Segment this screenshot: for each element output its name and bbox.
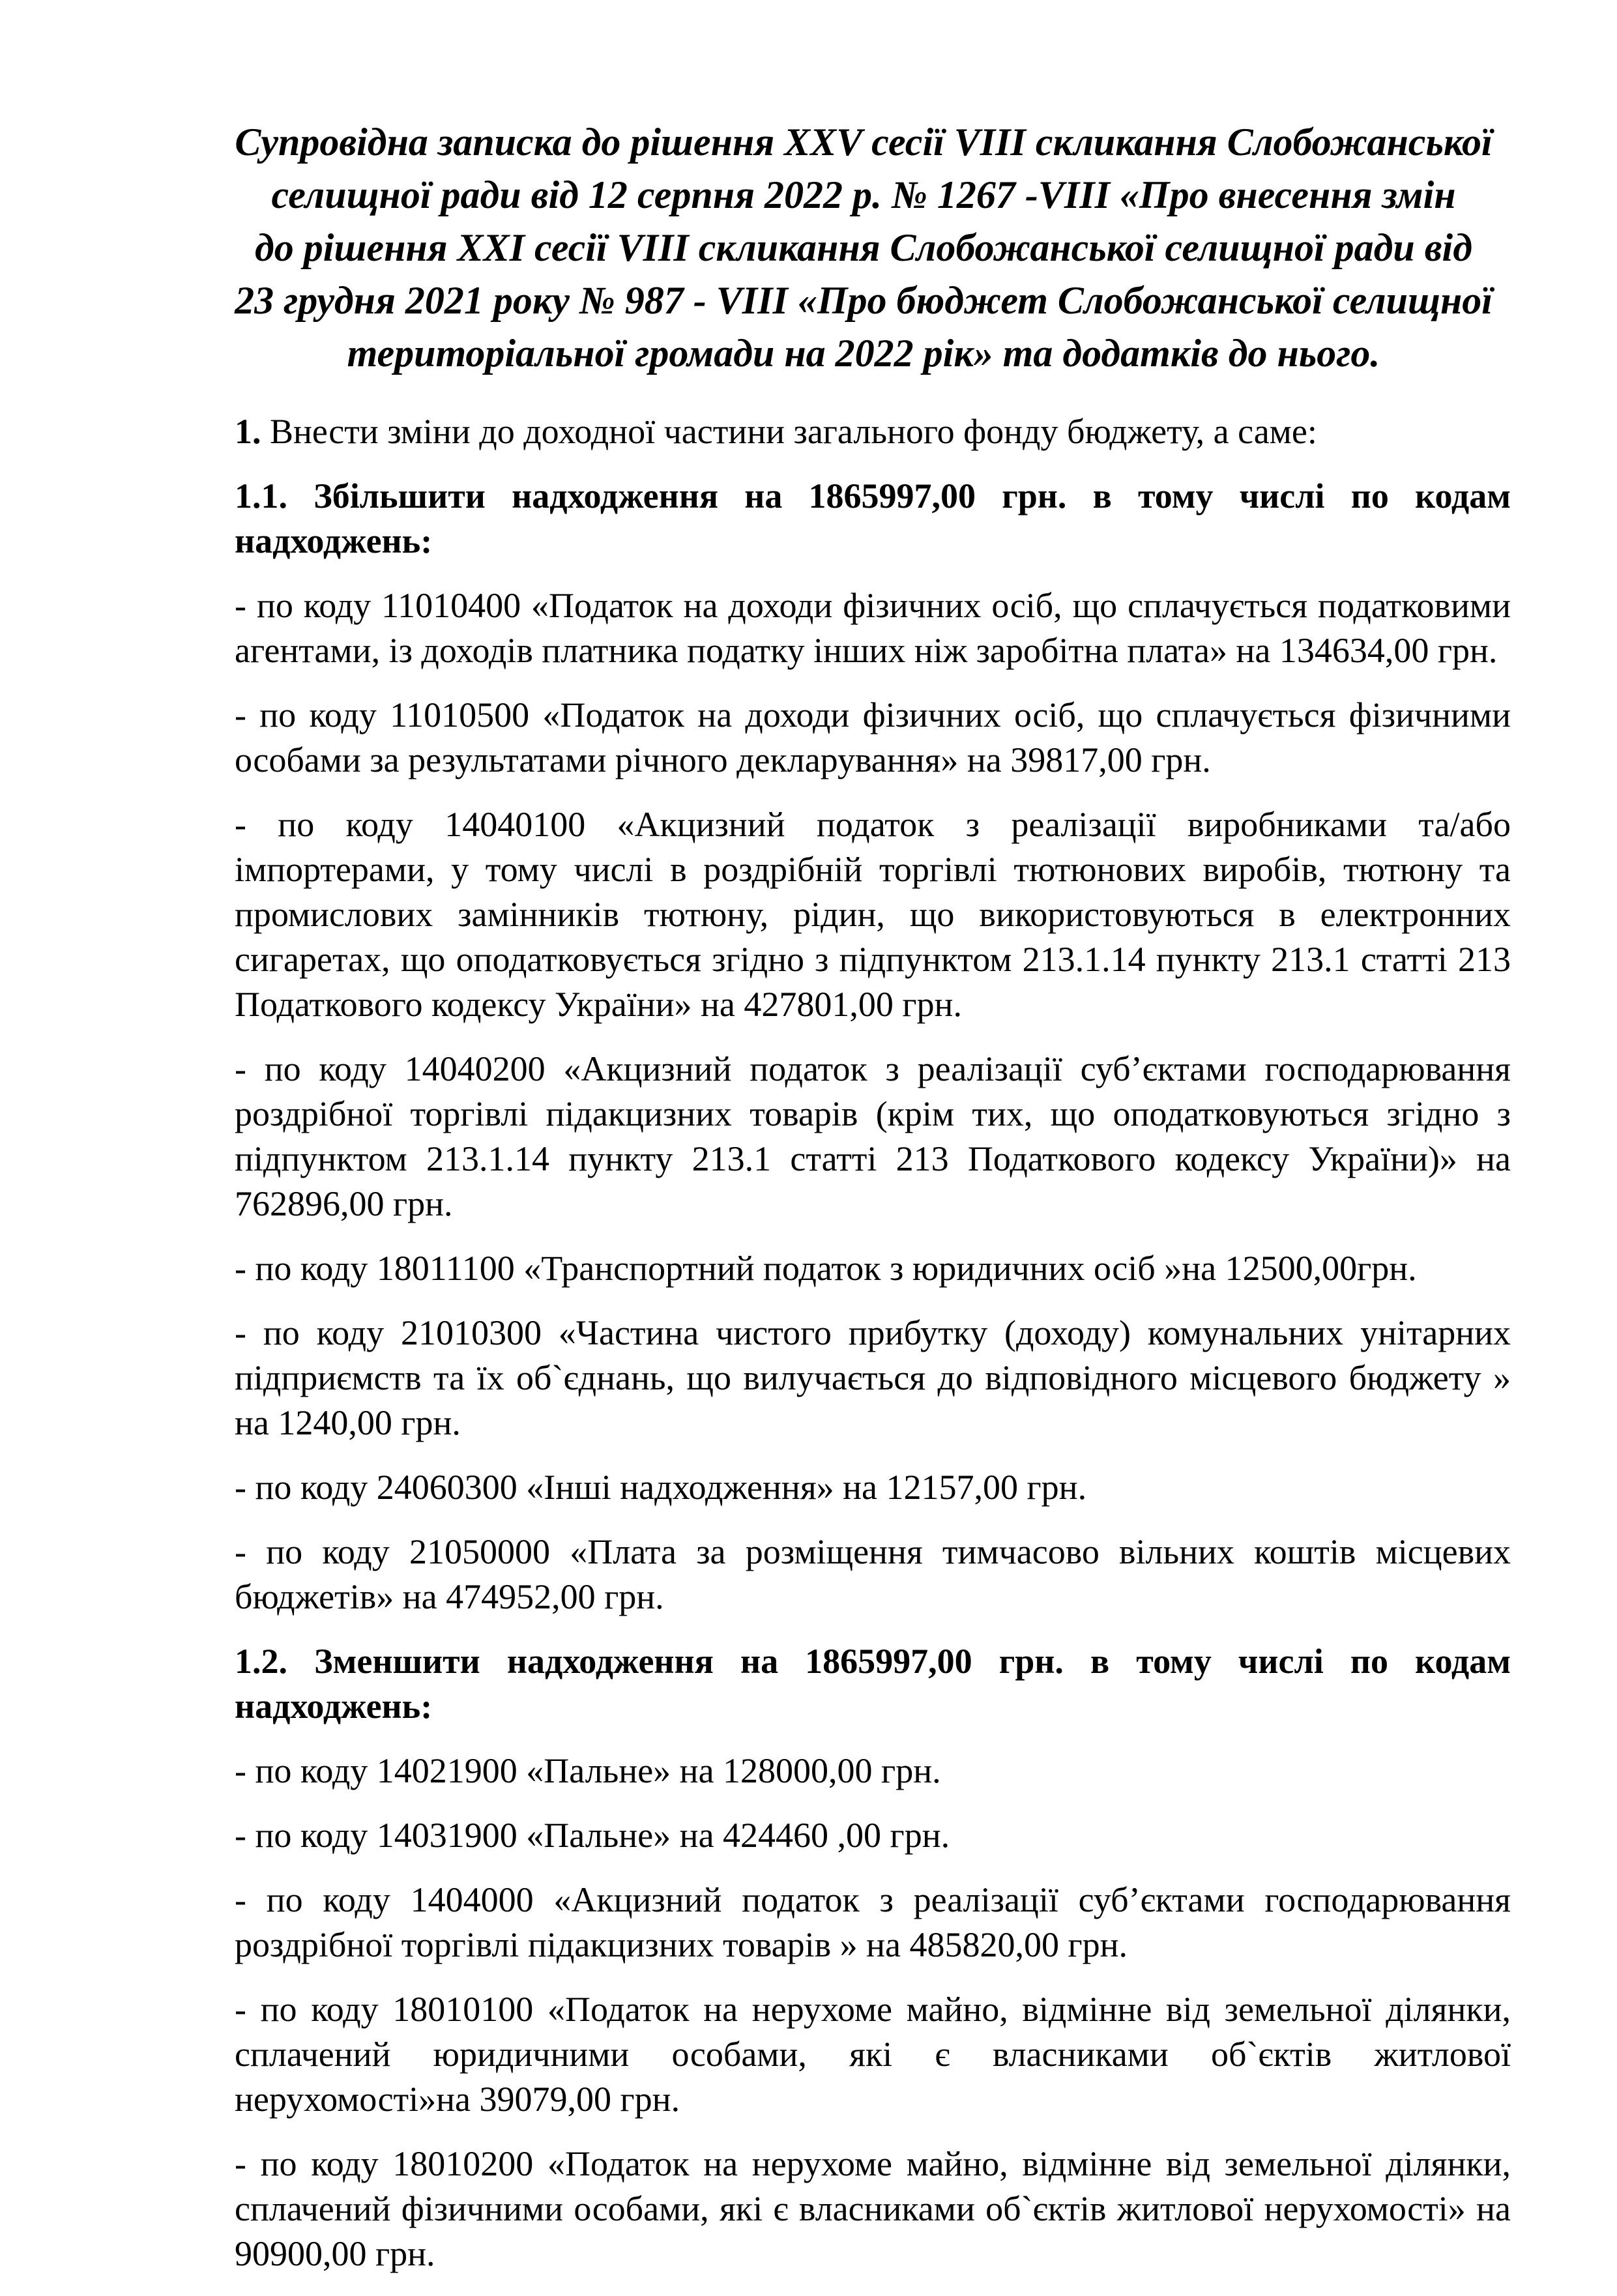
decrease-item: - по коду 18010100 «Податок на нерухоме майно, відмінне від земельної ділянки, сплачений юридичними особами, які є власниками об`єктів житлової нерухомості»на 39079,00 грн. [235, 1990, 1511, 2119]
increase-item: - по коду 14040100 «Акцизний податок з реалізації виробниками та/або імпортерами, у тому числі в роздрібній торгівлі тютюнових виробів, тютюну та промислових замінників тютюну, рідин, що використовуються в електронних сигаретах, що оподатковується згідно з підпунктом 213.1.14 пункту 213.1 статті 213 Податкового кодексу України» на 427801,00 грн. [235, 805, 1511, 1024]
title-line: до рішення XXI сесії VIII скликання Слобожанської селищної ради від [255, 226, 1472, 269]
section-1-1-heading: 1.1. Збільшити надходження на 1865997,00 грн. в тому числі по кодам надходжень: [235, 476, 1511, 560]
increase-item: - по коду 21050000 «Плата за розміщення тимчасово вільних коштів місцевих бюджетів» на 474952,00 грн. [235, 1532, 1511, 1616]
increase-item: - по коду 21010300 «Частина чистого прибутку (доходу) комунальних унітарних підприємств та їх об`єднань, що вилучається до відповідного місцевого бюджету » на 1240,00 грн. [235, 1313, 1511, 1442]
document-body [235, 409, 1511, 2296]
section-number: 1. [235, 412, 261, 451]
decrease-item: - по коду 1404000 «Акцизний податок з реалізації суб’єктами господарювання роздрібної торгівлі підакцизних товарів » на 485820,00 грн. [235, 1880, 1511, 1964]
increase-item: - по коду 18011100 «Транспортний податок з юридичних осіб »на 12500,00грн. [235, 1249, 1417, 1288]
title-line: 23 грудня 2021 року № 987 - VIII «Про бюджет Слобожанської селищної [235, 279, 1493, 322]
increase-item: - по коду 11010400 «Податок на доходи фізичних осіб, що сплачується податковими агентами, із доходів платника податку інших ніж заробітна плата» на 134634,00 грн. [235, 586, 1511, 670]
increase-item: - по коду 24060300 «Інші надходження» на 12157,00 грн. [235, 1468, 1087, 1507]
section-1 [235, 409, 1511, 454]
decrease-item: - по коду 14031900 «Пальне» на 424460 ,00 грн. [235, 1816, 950, 1855]
section-text: Внести зміни до доходної частини загального фонду бюджету, а саме: [261, 412, 1317, 451]
title-line: селищної ради від 12 серпня 2022 р. № 1267 -VIII «Про внесення змін [271, 173, 1456, 216]
increase-item: - по коду 14040200 «Акцизний податок з реалізації суб’єктами господарювання роздрібної торгівлі підакцизних товарів (крім тих, що оподатковуються згідно з підпунктом 213.1.14 пункту 213.1 статті 213 Податкового кодексу України)» на 762896,00 грн. [235, 1049, 1511, 1223]
title-line: Супровідна записка до рішення XXV сесії VIII скликання Слобожанської [235, 121, 1493, 164]
document-title [215, 116, 1512, 380]
increase-item: - по коду 11010500 «Податок на доходи фізичних осіб, що сплачується фізичними особами за результатами річного декларування» на 39817,00 грн. [235, 695, 1511, 779]
decrease-item: - по коду 14021900 «Пальне» на 128000,00 грн. [235, 1751, 941, 1790]
section-1-2-heading: 1.2. Зменшити надходження на 1865997,00 грн. в тому числі по кодам надходжень: [235, 1642, 1511, 1726]
decrease-item: - по коду 18010200 «Податок на нерухоме майно, відмінне від земельної ділянки, сплачений фізичними особами, які є власниками об`єктів житлової нерухомості» на 90900,00 грн. [235, 2144, 1511, 2273]
title-line: територіальної громади на 2022 рік» та додатків до нього. [347, 332, 1380, 375]
